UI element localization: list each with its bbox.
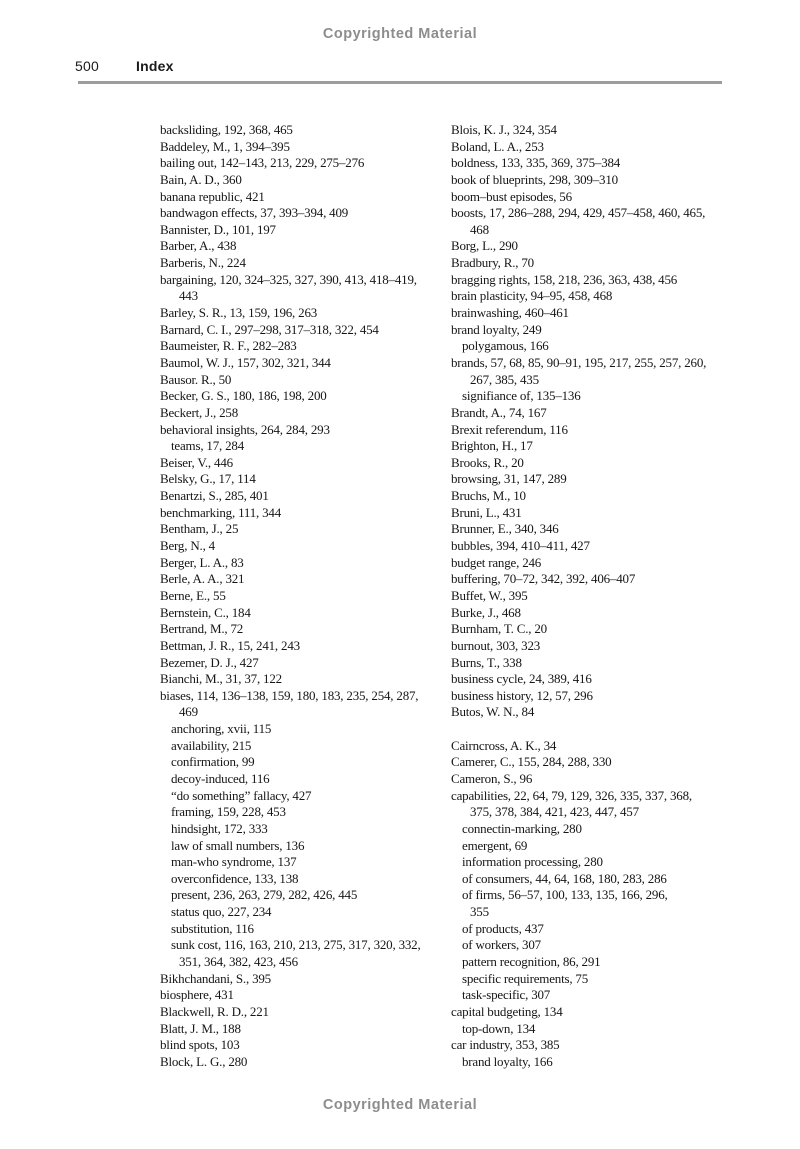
header-rule: [78, 81, 722, 84]
index-entry: Benartzi, S., 285, 401: [160, 488, 269, 504]
index-entry: Blackwell, R. D., 221: [160, 1003, 269, 1019]
index-subentry: present, 236, 263, 279, 282, 426, 445: [171, 887, 358, 903]
index-subentry: framing, 159, 228, 453: [171, 804, 286, 820]
index-entry: biases, 114, 136–138, 159, 180, 183, 235, 254, 287,: [160, 687, 419, 703]
page-number: 500: [75, 58, 99, 74]
index-entry: book of blueprints, 298, 309–310: [451, 171, 618, 187]
index-entry: Berg, N., 4: [160, 538, 215, 554]
index-entry: Boland, L. A., 253: [451, 138, 544, 154]
index-subentry: emergent, 69: [462, 837, 528, 853]
index-entry: Bernstein, C., 184: [160, 604, 251, 620]
index-subentry: man-who syndrome, 137: [171, 854, 297, 870]
index-entry: bragging rights, 158, 218, 236, 363, 438, 456: [451, 271, 678, 287]
index-entry: Bannister, D., 101, 197: [160, 221, 276, 237]
index-entry: brainwashing, 460–461: [451, 305, 569, 321]
index-subentry: signifiance of, 135–136: [462, 388, 581, 404]
index-entry: benchmarking, 111, 344: [160, 504, 281, 520]
index-entry: Burns, T., 338: [451, 654, 522, 670]
index-entry: Bezemer, D. J., 427: [160, 654, 259, 670]
index-subentry: anchoring, xvii, 115: [171, 721, 272, 737]
index-entry: Bettman, J. R., 15, 241, 243: [160, 637, 300, 653]
index-subentry: sunk cost, 116, 163, 210, 213, 275, 317, 320, 332,: [171, 937, 421, 953]
index-entry: blind spots, 103: [160, 1037, 240, 1053]
index-entry: Cameron, S., 96: [451, 770, 533, 786]
index-entry: banana republic, 421: [160, 188, 265, 204]
index-entry: behavioral insights, 264, 284, 293: [160, 421, 330, 437]
index-entry: Blois, K. J., 324, 354: [451, 122, 557, 137]
index-subentry: of workers, 307: [462, 937, 541, 953]
index-subentry: hindsight, 172, 333: [171, 820, 268, 836]
index-entry: brand loyalty, 249: [451, 321, 542, 337]
index-entry: boom–bust episodes, 56: [451, 188, 572, 204]
index-subentry: brand loyalty, 166: [462, 1053, 553, 1069]
copyright-notice-top: Copyrighted Material: [322, 26, 478, 42]
index-entry-continuation: 355: [470, 904, 489, 920]
index-entry: Buffet, W., 395: [451, 587, 528, 603]
index-entry: Block, L. G., 280: [160, 1053, 248, 1069]
index-entry: Brandt, A., 74, 167: [451, 404, 547, 420]
index-entry: capital budgeting, 134: [451, 1003, 563, 1019]
index-subentry: pattern recognition, 86, 291: [462, 954, 601, 970]
index-entry: Bruchs, M., 10: [451, 488, 526, 504]
index-entry: Bruni, L., 431: [451, 504, 522, 520]
index-subentry: confirmation, 99: [171, 754, 255, 770]
index-entry: biosphere, 431: [160, 987, 234, 1003]
index-entry: capabilities, 22, 64, 79, 129, 326, 335, 337, 368,: [451, 787, 692, 803]
copyright-notice-bottom: Copyrighted Material: [322, 1097, 478, 1113]
index-entry-continuation: 443: [179, 288, 198, 304]
index-entry: Berle, A. A., 321: [160, 571, 245, 587]
index-entry: Bianchi, M., 31, 37, 122: [160, 671, 282, 687]
index-entry: brain plasticity, 94–95, 458, 468: [451, 288, 613, 304]
index-entry: bandwagon effects, 37, 393–394, 409: [160, 205, 349, 221]
index-entry: Burnham, T. C., 20: [451, 621, 547, 637]
index-entry: browsing, 31, 147, 289: [451, 471, 567, 487]
index-column-left: [160, 122, 421, 1071]
index-subentry: of consumers, 44, 64, 168, 180, 283, 286: [462, 870, 667, 886]
index-entry: Camerer, C., 155, 284, 288, 330: [451, 754, 612, 770]
index-subentry: teams, 17, 284: [171, 438, 245, 454]
index-entry: buffering, 70–72, 342, 392, 406–407: [451, 571, 636, 587]
index-entry: brands, 57, 68, 85, 90–91, 195, 217, 255, 257, 260,: [451, 354, 707, 370]
index-entry: business cycle, 24, 389, 416: [451, 671, 592, 687]
index-entry: Bausor. R., 50: [160, 371, 232, 387]
index-entry: Cairncross, A. K., 34: [451, 737, 557, 753]
section-title: Index: [136, 58, 174, 74]
index-entry-continuation: 267, 385, 435: [470, 371, 539, 387]
index-entry: Brunner, E., 340, 346: [451, 521, 559, 537]
index-entry: Bikhchandani, S., 395: [160, 970, 271, 986]
index-entry: backsliding, 192, 368, 465: [160, 122, 293, 137]
index-subentry: connectin-marking, 280: [462, 820, 582, 836]
index-subentry: substitution, 116: [171, 920, 254, 936]
index-entry: Blatt, J. M., 188: [160, 1020, 241, 1036]
index-entry: Brighton, H., 17: [451, 438, 533, 454]
index-entry: Belsky, G., 17, 114: [160, 471, 256, 487]
index-entry-continuation: 375, 378, 384, 421, 423, 447, 457: [470, 804, 639, 820]
index-entry: Beckert, J., 258: [160, 404, 239, 420]
index-entry: Burke, J., 468: [451, 604, 521, 620]
index-entry: Borg, L., 290: [451, 238, 518, 254]
index-subentry: information processing, 280: [462, 854, 603, 870]
index-entry: car industry, 353, 385: [451, 1037, 560, 1053]
index-subentry: task-specific, 307: [462, 987, 551, 1003]
index-subentry: availability, 215: [171, 737, 252, 753]
index-entry: Barber, A., 438: [160, 238, 237, 254]
index-entry: Brooks, R., 20: [451, 454, 524, 470]
index-subentry: specific requirements, 75: [462, 970, 589, 986]
index-subentry: of products, 437: [462, 920, 544, 936]
index-subentry: status quo, 227, 234: [171, 904, 272, 920]
index-entry-continuation: 469: [179, 704, 198, 720]
index-entry: Bain, A. D., 360: [160, 171, 242, 187]
index-subentry: overconfidence, 133, 138: [171, 870, 299, 886]
index-entry: Barley, S. R., 13, 159, 196, 263: [160, 305, 318, 321]
index-entry: Butos, W. N., 84: [451, 704, 535, 720]
index-entry: boldness, 133, 335, 369, 375–384: [451, 155, 621, 171]
index-entry: bargaining, 120, 324–325, 327, 390, 413, 418–419,: [160, 271, 417, 287]
index-entry: Barberis, N., 224: [160, 255, 246, 271]
index-entry: Bentham, J., 25: [160, 521, 239, 537]
index-entry: Beiser, V., 446: [160, 454, 233, 470]
index-entry: Baumeister, R. F., 282–283: [160, 338, 297, 354]
index-subentry: “do something” fallacy, 427: [171, 787, 312, 803]
index-entry: Becker, G. S., 180, 186, 198, 200: [160, 388, 327, 404]
index-entry: Bertrand, M., 72: [160, 621, 244, 637]
index-entry: Bradbury, R., 70: [451, 255, 534, 271]
index-subentry: polygamous, 166: [462, 338, 549, 354]
index-entry-continuation: 468: [470, 221, 489, 237]
index-entry: bubbles, 394, 410–411, 427: [451, 538, 590, 554]
index-subentry: law of small numbers, 136: [171, 837, 305, 853]
index-entry: bailing out, 142–143, 213, 229, 275–276: [160, 155, 365, 171]
index-entry: Barnard, C. I., 297–298, 317–318, 322, 454: [160, 321, 379, 337]
index-section-gap: [451, 721, 706, 738]
index-entry-continuation: 351, 364, 382, 423, 456: [179, 954, 298, 970]
index-subentry: top-down, 134: [462, 1020, 536, 1036]
index-entry: Berger, L. A., 83: [160, 554, 244, 570]
index-subentry: of firms, 56–57, 100, 133, 135, 166, 296,: [462, 887, 668, 903]
index-subentry: decoy-induced, 116: [171, 770, 270, 786]
index-entry: burnout, 303, 323: [451, 637, 541, 653]
index-entry: Baumol, W. J., 157, 302, 321, 344: [160, 354, 331, 370]
index-column-right: [451, 122, 706, 1071]
index-entry: Berne, E., 55: [160, 587, 226, 603]
index-entry: budget range, 246: [451, 554, 542, 570]
index-entry: business history, 12, 57, 296: [451, 687, 593, 703]
index-entry: boosts, 17, 286–288, 294, 429, 457–458, 460, 465,: [451, 205, 706, 221]
index-entry: Brexit referendum, 116: [451, 421, 568, 437]
index-entry: Baddeley, M., 1, 394–395: [160, 138, 290, 154]
